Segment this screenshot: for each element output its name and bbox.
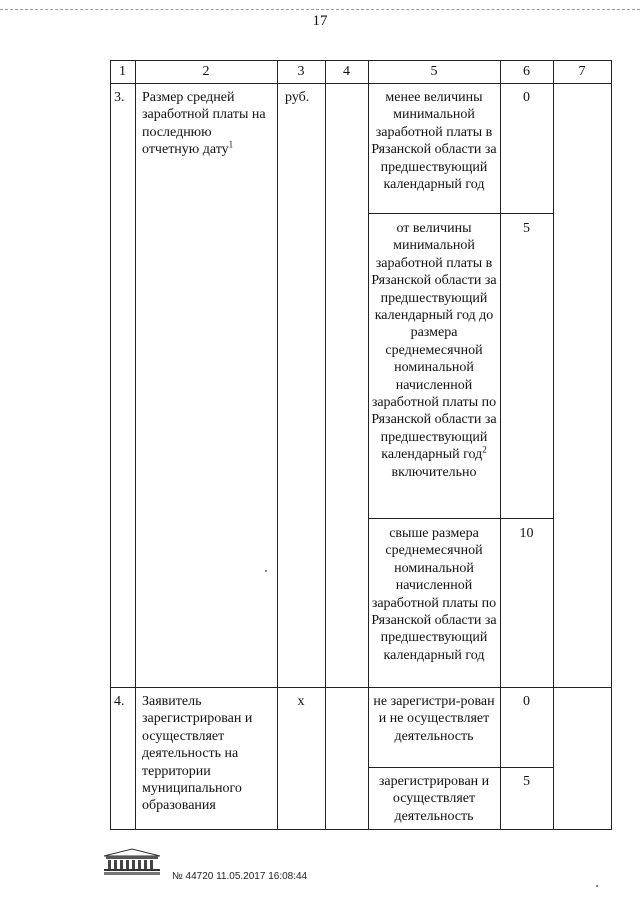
government-building-icon bbox=[100, 846, 164, 876]
col-divider bbox=[135, 60, 136, 830]
unit-cell: руб. bbox=[285, 90, 310, 105]
footnote-marker: 2 bbox=[482, 444, 487, 455]
header-cell: 7 bbox=[578, 64, 586, 79]
col-divider bbox=[500, 60, 501, 830]
table-border-right bbox=[611, 60, 612, 830]
col-divider bbox=[368, 60, 369, 830]
scan-speck bbox=[596, 885, 598, 887]
option-divider bbox=[368, 518, 553, 519]
option-text: от величины минимальной заработной платы в Рязанской области за предшествующий календарный год до размера среднемесячной номинальной начисленной заработной платы по Рязанской области за предшествующий календарный год$^2$ включительно bbox=[371, 221, 497, 480]
col-divider bbox=[277, 60, 278, 830]
col-divider bbox=[553, 60, 554, 830]
option-divider bbox=[368, 213, 553, 214]
option-divider bbox=[368, 767, 553, 768]
criterion-text: Заявитель зарегистрирован и осуществляет деятельность на территории муниципального образования bbox=[142, 694, 253, 814]
score-cell: 0 bbox=[523, 90, 530, 105]
footnote-marker: 1 bbox=[228, 139, 234, 150]
score-cell: 5 bbox=[523, 774, 530, 789]
table-border-left bbox=[110, 60, 111, 830]
header-cell: 4 bbox=[343, 64, 350, 79]
header-cell: 2 bbox=[202, 64, 210, 79]
unit-cell: x bbox=[297, 694, 305, 709]
scan-speck bbox=[265, 570, 267, 572]
score-cell: 0 bbox=[523, 694, 530, 709]
option-text: не зарегистри-рован и не осуществляет деятельность bbox=[373, 694, 495, 744]
option-text: менее величины минимальной заработной платы в Рязанской области за предшествующий календарный год bbox=[371, 90, 497, 193]
row-number: 3. bbox=[114, 90, 125, 105]
document-stamp: № 44720 11.05.2017 16:08:44 bbox=[172, 871, 308, 882]
table-border-bottom bbox=[110, 829, 611, 830]
page-number: 17 bbox=[312, 13, 328, 29]
score-cell: 5 bbox=[523, 221, 530, 236]
header-cell: 1 bbox=[119, 64, 126, 79]
option-text: свыше размера среднемесячной номинальной начисленной заработной платы по Рязанской области за предшествующий календарный год bbox=[371, 526, 497, 663]
row-divider bbox=[110, 687, 611, 688]
header-cell: 5 bbox=[430, 64, 438, 79]
option-text: зарегистрирован и осуществляет деятельность bbox=[378, 774, 490, 824]
header-cell: 6 bbox=[523, 64, 530, 79]
col-divider bbox=[325, 60, 326, 830]
header-cell: 3 bbox=[297, 64, 305, 79]
page-top-border bbox=[0, 9, 640, 10]
criterion-text: Размер средней заработной платы на последнюю отчетную дату$^1$ bbox=[142, 90, 266, 158]
header-divider bbox=[110, 83, 611, 84]
row-number: 4. bbox=[114, 694, 125, 709]
score-cell: 10 bbox=[519, 526, 534, 541]
